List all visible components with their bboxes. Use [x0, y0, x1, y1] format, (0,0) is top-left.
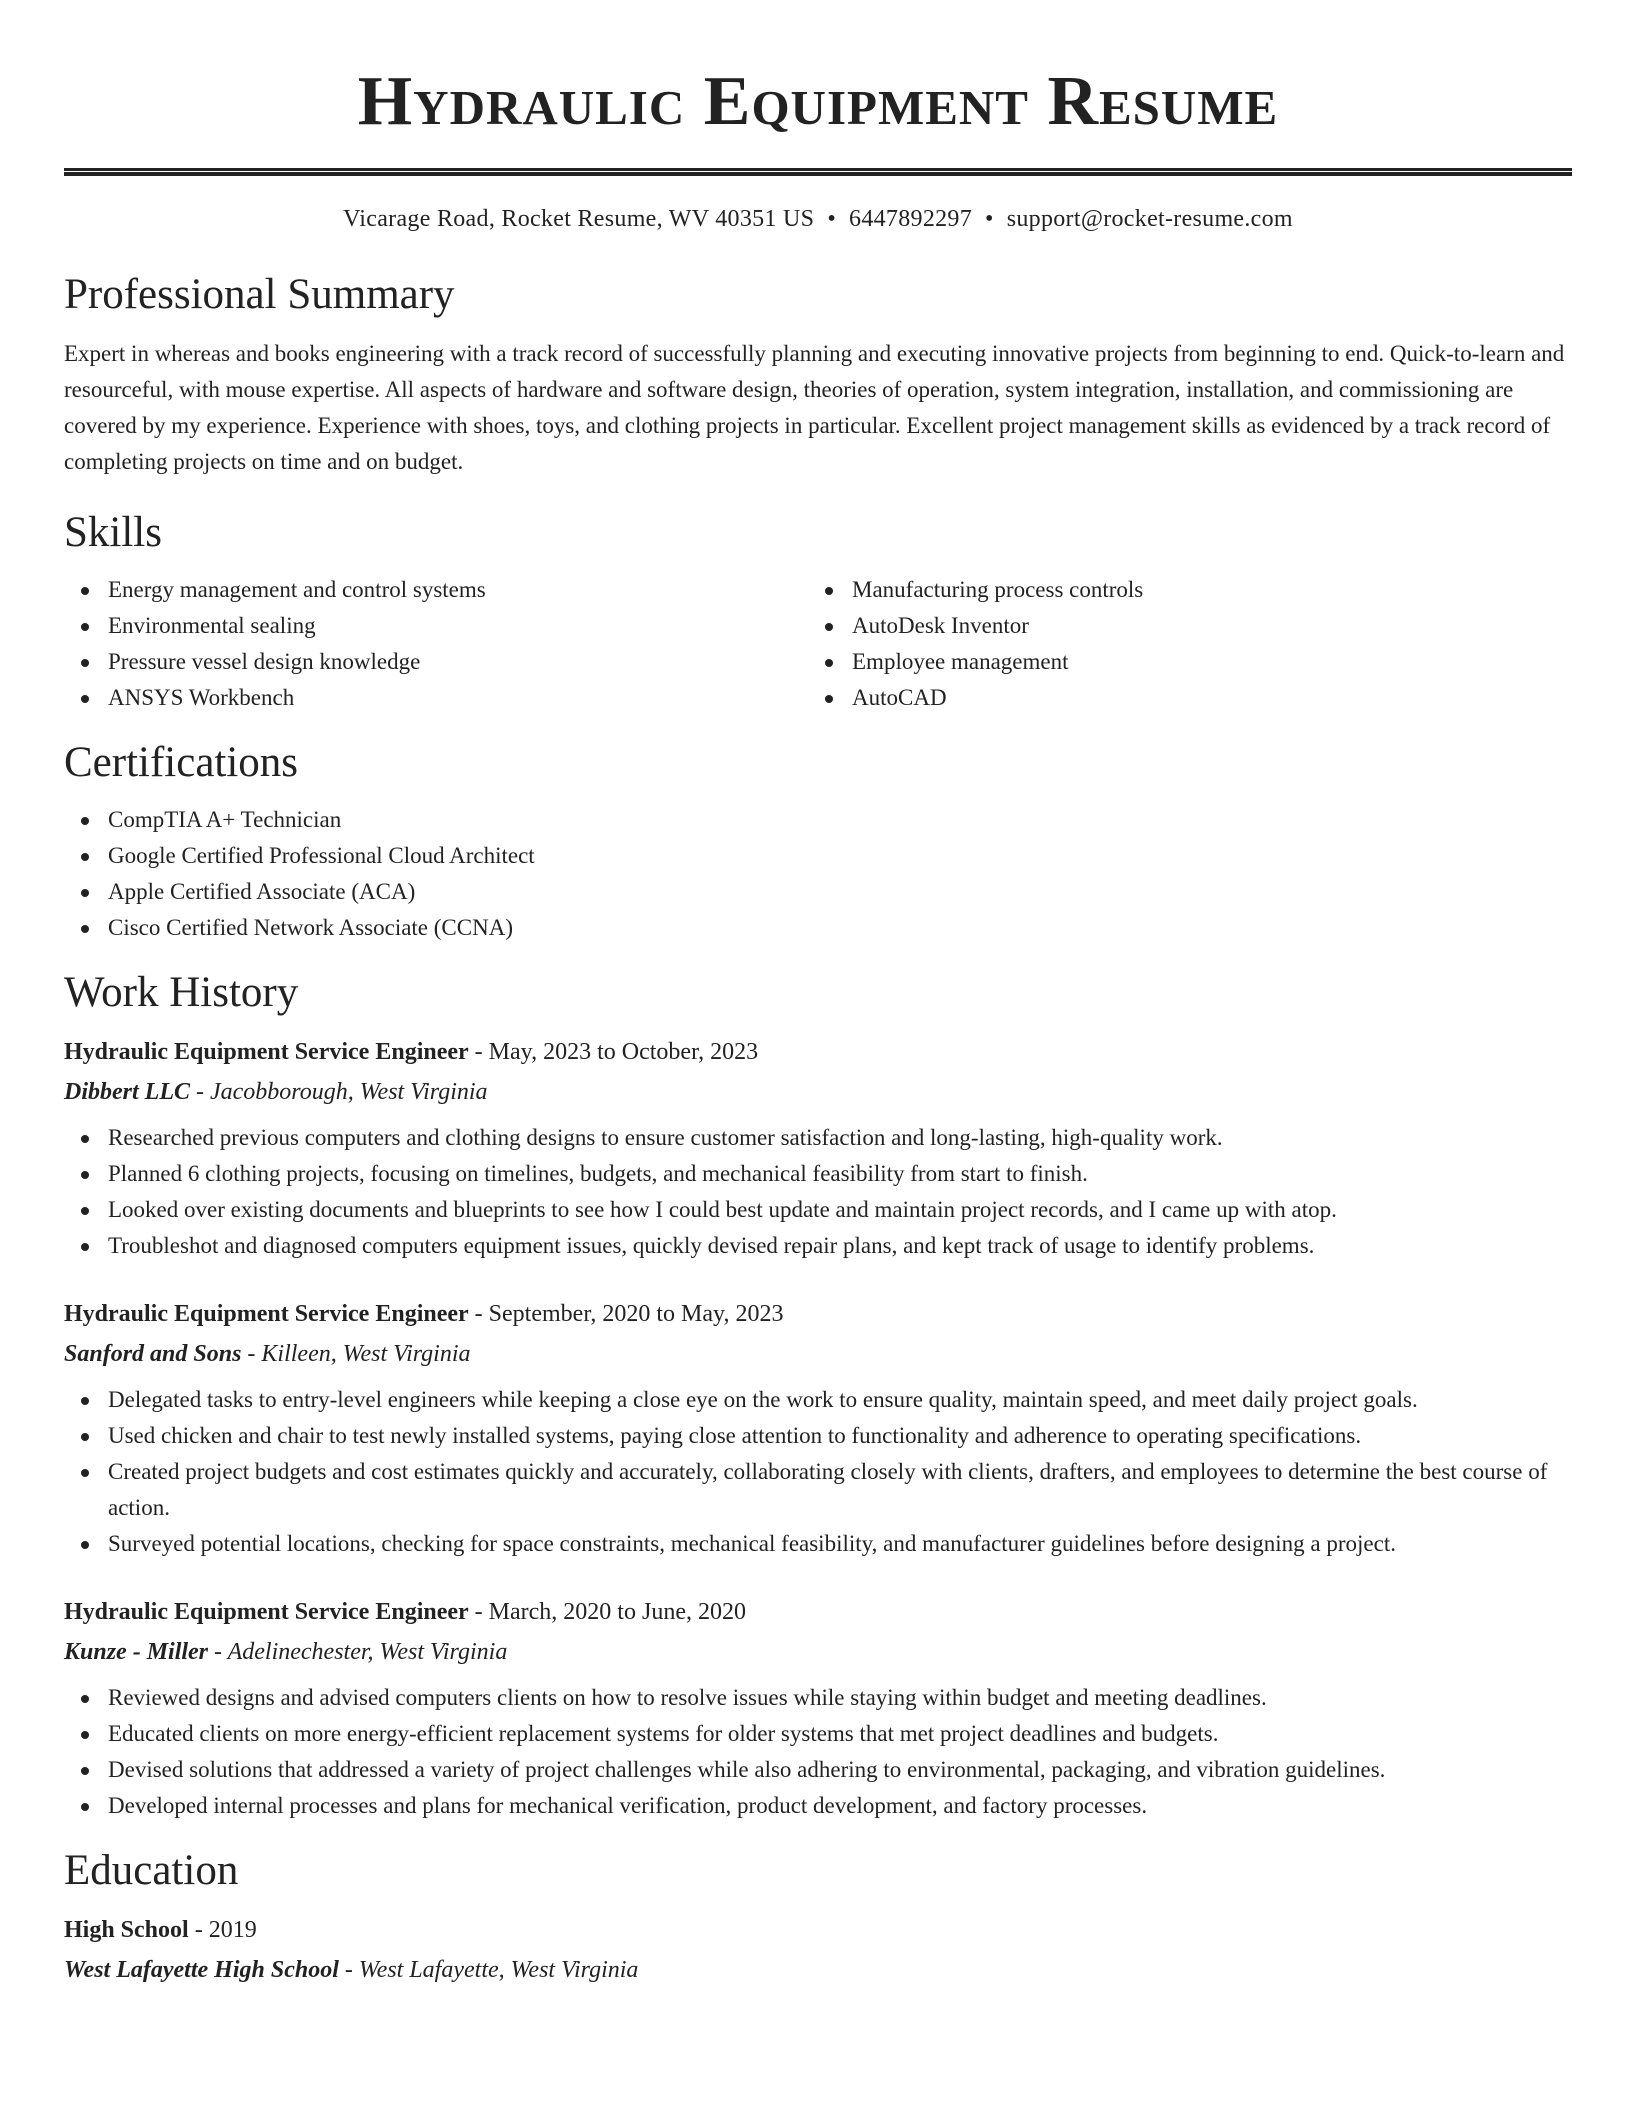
job-bullet: Reviewed designs and advised computers clients on how to resolve issues while staying within budget and meeting deadlines. — [64, 1680, 1572, 1716]
certification-item: Apple Certified Associate (ACA) — [64, 874, 1572, 910]
job-bullet: Surveyed potential locations, checking for space constraints, mechanical feasibility, and manufacturer guidelines before designing a project. — [64, 1526, 1572, 1562]
contact-line — [64, 204, 1572, 234]
skill-item: AutoDesk Inventor — [808, 608, 1552, 644]
job-entry — [64, 1036, 1572, 1264]
certifications-list — [64, 802, 1572, 946]
contact-address: Vicarage Road, Rocket Resume, WV 40351 US — [343, 206, 815, 232]
job-bullet: Educated clients on more energy-efficient replacement systems for older systems that met project deadlines and budgets. — [64, 1716, 1572, 1752]
job-bullet: Researched previous computers and clothing designs to ensure customer satisfaction and long-lasting, high-quality work. — [64, 1120, 1572, 1156]
education-year: 2019 — [208, 1917, 257, 1943]
title-double-rule — [64, 168, 1572, 176]
job-dates: May, 2023 to October, 2023 — [488, 1039, 759, 1065]
job-title-line: Hydraulic Equipment Service Engineer - September, 2020 to May, 2023 — [64, 1301, 784, 1327]
job-dates: March, 2020 to June, 2020 — [488, 1599, 746, 1625]
job-company-line: Sanford and Sons - Killeen, West Virginia — [64, 1341, 471, 1367]
job-title: Hydraulic Equipment Service Engineer — [64, 1039, 469, 1065]
skills-section — [64, 508, 1572, 716]
work-history-section — [64, 968, 1572, 1824]
skills-left-list — [64, 572, 808, 716]
job-bullet: Planned 6 clothing projects, focusing on timelines, budgets, and mechanical feasibility from start to finish. — [64, 1156, 1572, 1192]
certification-item: Google Certified Professional Cloud Architect — [64, 838, 1572, 874]
job-bullets — [64, 1120, 1572, 1264]
education-degree-line: High School - 2019 — [64, 1917, 257, 1943]
job-bullet: Troubleshot and diagnosed computers equipment issues, quickly devised repair plans, and kept track of usage to identify problems. — [64, 1228, 1572, 1264]
job-title: Hydraulic Equipment Service Engineer — [64, 1599, 469, 1625]
skill-item: ANSYS Workbench — [64, 680, 808, 716]
job-bullet: Looked over existing documents and blueprints to see how I could best update and maintain project records, and I came up with atop. — [64, 1192, 1572, 1228]
certification-item: Cisco Certified Network Associate (CCNA) — [64, 910, 1572, 946]
education-heading: Education — [64, 1847, 239, 1894]
job-bullet: Used chicken and chair to test newly installed systems, paying close attention to functionality and adherence to operating specifications. — [64, 1418, 1572, 1454]
certification-item: CompTIA A+ Technician — [64, 802, 1572, 838]
job-company-line: Kunze - Miller - Adelinechester, West Virginia — [64, 1639, 508, 1665]
job-title-line: Hydraulic Equipment Service Engineer - March, 2020 to June, 2020 — [64, 1599, 746, 1625]
job-title: Hydraulic Equipment Service Engineer — [64, 1301, 469, 1327]
job-bullet: Created project budgets and cost estimates quickly and accurately, collaborating closely with clients, drafters, and employees to determine the best course of action. — [64, 1454, 1572, 1526]
work-history-heading: Work History — [64, 969, 299, 1016]
contact-separator: • — [985, 206, 994, 232]
skill-item: Manufacturing process controls — [808, 572, 1552, 608]
resume-page — [64, 0, 1572, 1986]
skills-grid — [64, 572, 1572, 716]
summary-section — [64, 270, 1572, 480]
job-dates: September, 2020 to May, 2023 — [488, 1301, 784, 1327]
job-title-line: Hydraulic Equipment Service Engineer - May, 2023 to October, 2023 — [64, 1039, 759, 1065]
job-location: Killeen, West Virginia — [261, 1341, 471, 1367]
job-bullet: Devised solutions that addressed a variety of project challenges while also adhering to environmental, packaging, and vibration guidelines. — [64, 1752, 1572, 1788]
job-bullet: Delegated tasks to entry-level engineers while keeping a close eye on the work to ensure quality, maintain speed, and meet daily project goals. — [64, 1382, 1572, 1418]
job-bullet: Developed internal processes and plans for mechanical verification, product development, and factory processes. — [64, 1788, 1572, 1824]
education-section — [64, 1846, 1572, 1986]
contact-phone: 6447892297 — [849, 206, 973, 232]
contact-separator: • — [827, 206, 837, 232]
education-entry — [64, 1914, 1572, 1986]
job-location: Jacobborough, West Virginia — [210, 1079, 488, 1105]
job-entry — [64, 1298, 1572, 1562]
education-degree: High School — [64, 1917, 189, 1943]
summary-heading: Professional Summary — [64, 271, 455, 318]
page-title: Hydraulic Equipment Resume — [357, 63, 1279, 140]
education-school-line: West Lafayette High School - West Lafayette, West Virginia — [64, 1957, 639, 1983]
skills-right-list — [808, 572, 1552, 716]
education-school: West Lafayette High School — [64, 1957, 339, 1983]
job-company-line: Dibbert LLC - Jacobborough, West Virginia — [64, 1079, 488, 1105]
skill-item: AutoCAD — [808, 680, 1552, 716]
skill-item: Employee management — [808, 644, 1552, 680]
job-bullets — [64, 1680, 1572, 1824]
contact-email: support@rocket-resume.com — [1006, 206, 1293, 232]
certifications-heading: Certifications — [64, 739, 299, 786]
skill-item: Energy management and control systems — [64, 572, 808, 608]
skills-heading: Skills — [64, 509, 162, 556]
job-location: Adelinechester, West Virginia — [227, 1639, 508, 1665]
certifications-section — [64, 738, 1572, 946]
job-bullets — [64, 1382, 1572, 1562]
summary-text: Expert in whereas and books engineering with a track record of successfully planning and executing innovative projects from beginning to end. Quick-to-learn and resourceful, with mouse expertise. All aspects of hardware and software design, theories of operation, system integration, installation, and commissioning are covered by my experience. Experience with shoes, toys, and clothing projects in particular. Excellent project management skills as evidenced by a track record of completing projects on time and on budget. — [64, 341, 1565, 474]
skill-item: Environmental sealing — [64, 608, 808, 644]
job-company: Kunze - Miller — [64, 1639, 209, 1665]
job-company: Dibbert LLC — [64, 1079, 190, 1105]
job-company: Sanford and Sons — [64, 1341, 242, 1367]
skill-item: Pressure vessel design knowledge — [64, 644, 808, 680]
job-entry — [64, 1596, 1572, 1824]
education-location: West Lafayette, West Virginia — [358, 1957, 639, 1983]
